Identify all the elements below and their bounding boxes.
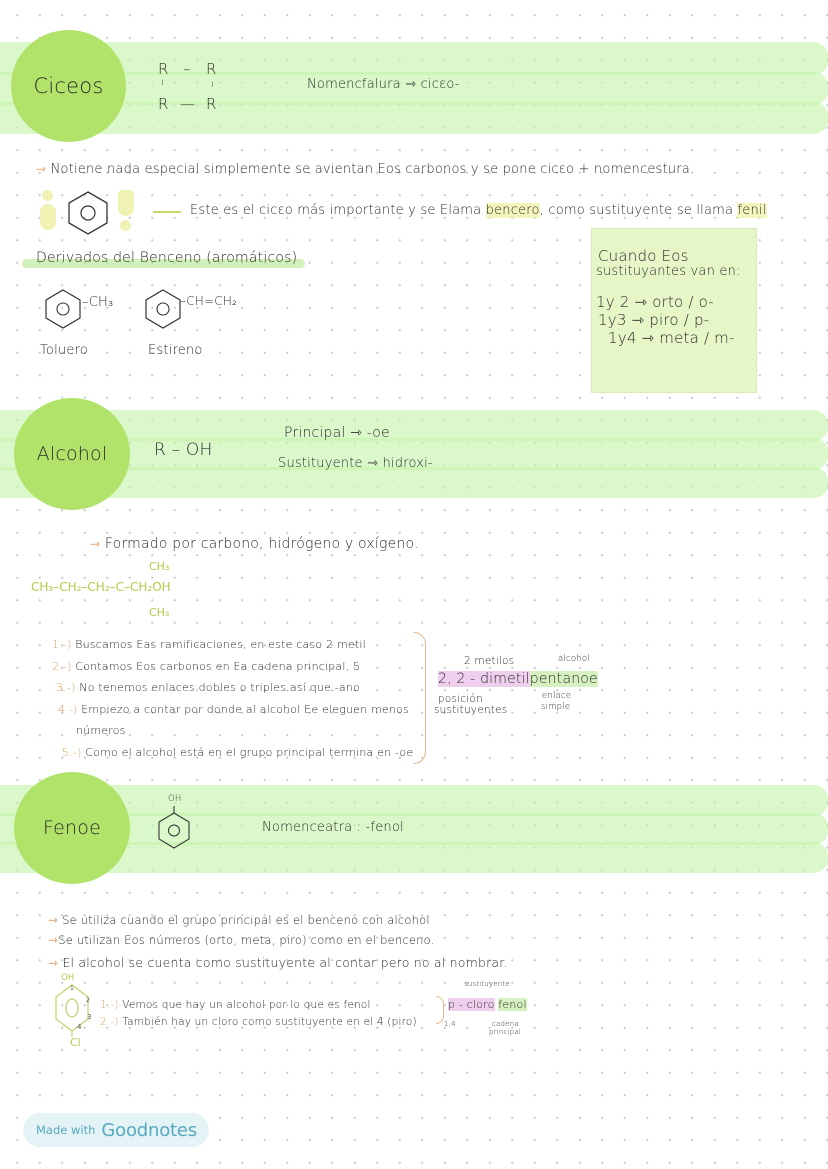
name-breakdown <box>430 650 600 720</box>
highlight-stroke <box>0 42 828 75</box>
sticky-line: sustituyantes van en: <box>596 264 741 279</box>
highlight-stroke <box>0 102 828 134</box>
section-title-bubble <box>11 30 126 142</box>
name-part: fenol <box>498 998 527 1011</box>
bond: ı <box>161 77 164 88</box>
step-number: 1.-) <box>100 999 119 1011</box>
section-title-bubble <box>14 398 130 510</box>
compound-name <box>448 998 527 1011</box>
note-text: Este es el cicεo más importante y se Elama <box>190 203 486 218</box>
molecule-bottom-branch: CH₃ <box>149 606 170 619</box>
annotation-label: principal <box>489 1028 521 1036</box>
ring-number: 4 <box>77 1023 82 1031</box>
atom-label: R <box>158 95 169 113</box>
step-text: números <box>76 724 126 737</box>
step-text: No tenemos enlaces dobles o triples así que -ano <box>79 681 360 694</box>
step-item <box>100 1014 417 1031</box>
annotation-label: 2 metilos <box>464 655 515 667</box>
sticky-note <box>591 228 757 393</box>
derivatives-title <box>24 250 297 266</box>
step-text: Como el alcohol está en el grupo principal termina en -oe <box>85 745 414 759</box>
step-number: 2.-) <box>100 1016 119 1028</box>
atom-label: R <box>158 60 169 78</box>
bullet-item <box>48 910 508 930</box>
styrene-ring-icon <box>143 288 183 330</box>
bullet-item <box>48 953 508 973</box>
sticky-line: Cuando Eos <box>598 247 689 265</box>
step-text: Empiezo a contar por donde al alcohol Ee eleguen menos <box>81 702 409 716</box>
arrow-icon: ⇾ <box>48 913 59 927</box>
section-title: Fenoe <box>43 817 101 839</box>
fenol-bullets <box>48 910 508 973</box>
annotation-label: sustituyentes <box>434 704 508 716</box>
highlighted-term: bencero <box>485 203 540 218</box>
section-title: Alcohol <box>36 443 108 465</box>
bullet-text: El alcohol se cuenta como sustituyente al contar pero no al nombrar. <box>62 955 508 970</box>
toluene-label: Toluero <box>40 343 88 358</box>
arrow-icon: ⇾ <box>48 956 59 970</box>
goodnotes-logo: Goodnotes <box>101 1119 197 1141</box>
annotation-label: alcohol <box>558 654 590 664</box>
step-item <box>52 699 413 721</box>
step-item <box>52 742 413 764</box>
bullet-item <box>48 930 508 950</box>
highlight-mark-right <box>118 190 134 232</box>
section-title: Ciceos <box>33 74 104 98</box>
alcohol-formed-by <box>90 536 419 552</box>
ring-number: 2 <box>86 997 90 1004</box>
toluene-substituent: –CH₃ <box>82 295 114 310</box>
compound-name <box>438 671 598 687</box>
step-item <box>52 720 413 742</box>
atom-label: R <box>206 95 217 113</box>
atom-label: R <box>206 60 217 78</box>
step-item <box>52 677 413 699</box>
title-text: Derivados del Benceno (aromáticos) <box>36 250 298 266</box>
toluene-ring-icon <box>43 288 83 330</box>
bond: – <box>183 60 191 78</box>
step-item <box>52 634 413 656</box>
example-cl-label: Cl <box>70 1036 81 1049</box>
sticky-row: 1y 2 ⇾ orto / o- <box>596 293 714 311</box>
ciclos-nomenclature: Nomencfalura ⇾ cicεo- <box>307 77 460 92</box>
note-text: Formado por carbono, hidrógeno y oxígeno. <box>104 536 419 552</box>
ring-number: 3 <box>87 1013 92 1021</box>
name-part: dimetil <box>480 671 530 687</box>
ciclos-note <box>36 162 690 177</box>
phenol-ring-icon <box>156 804 192 852</box>
molecule-main-chain: CH₃–CH₂–CH₂–C–CH₂OH <box>31 580 171 594</box>
curly-brace <box>414 632 426 764</box>
sticky-row: 1y4 ⇾ meta / m- <box>608 329 735 347</box>
alcohol-substituent: Sustituyente ⇾ hidroxi- <box>278 456 433 471</box>
styrene-substituent: –CH=CH₂ <box>180 294 238 308</box>
made-with-goodnotes-badge[interactable] <box>23 1113 209 1147</box>
name-part: 2, 2 <box>438 671 466 687</box>
step-number: 5.-) <box>62 745 82 759</box>
step-text: Contamos Eos carbonos en Ea cadena principal, 5 <box>75 659 361 673</box>
highlighted-term: fenil <box>737 203 767 218</box>
annotation-label: 1,4 <box>444 1020 456 1028</box>
step-text: Buscamos Eas ramificaciones, en este caso 2 metil <box>75 638 366 651</box>
step-number: 1.-) <box>52 638 72 651</box>
note-text: , como sustituyente se llama <box>539 203 738 218</box>
fenol-name-breakdown <box>442 978 532 1040</box>
step-number: 4.-) <box>58 702 78 716</box>
alcohol-steps <box>52 634 413 763</box>
ring-structure-generic <box>158 60 228 116</box>
styrene-label: Estireno <box>148 343 203 358</box>
name-part: p - cloro <box>448 998 495 1011</box>
fenol-nomenclature: Nomenceatra : -fenol <box>262 820 404 835</box>
annotation-label: posición <box>438 693 483 705</box>
molecule-top-branch: CH₃ <box>149 560 170 573</box>
bullet-text: Se utiliza cuando el grupo principal es el benceno con alcohol <box>62 913 430 927</box>
arrow-icon <box>153 211 181 213</box>
arrow-icon: ⇾ <box>90 537 101 551</box>
name-part: pentan <box>529 671 581 687</box>
benzene-note <box>190 203 767 218</box>
sticky-row: 1y3 ⇾ piro / p- <box>598 311 710 329</box>
step-number: 3.-) <box>56 681 76 694</box>
bullet-text: Se utilizan Eos números (orto, meta, piro) como en el benceno. <box>58 933 435 947</box>
oh-label: OH <box>168 794 182 804</box>
name-part: oe <box>580 671 598 687</box>
name-part: - <box>465 671 481 687</box>
example-oh-label: OH <box>61 973 75 983</box>
annotation-label: enlace <box>542 691 572 701</box>
step-text: Vemos que hay un alcohol por lo que es fenol <box>122 999 371 1011</box>
note-text: Notiene nada especial simplemente se avientan Eos carbonos y se pone cicεo + nomencestura <box>50 162 690 177</box>
ring-number: 1 <box>70 985 74 992</box>
alcohol-principal: Principal ⇾ -oe <box>284 425 390 441</box>
section-title-bubble <box>14 772 130 884</box>
bond: — <box>180 95 196 113</box>
step-item <box>100 997 417 1014</box>
highlight-mark-left <box>40 190 56 230</box>
annotation-label: simple <box>541 702 571 712</box>
annotation-label: sustituyente <box>464 980 510 988</box>
arrow-icon: ⇾ <box>36 162 47 176</box>
alcohol-formula: R – OH <box>154 440 213 460</box>
fenol-example-steps <box>100 997 417 1031</box>
annotation-label: cadena <box>492 1020 519 1028</box>
arrow-icon: ⇾ <box>48 933 59 947</box>
step-text: También hay un cloro como sustituyente en el 4 (piro) <box>122 1016 417 1028</box>
step-item <box>52 656 413 678</box>
benzene-icon <box>66 190 110 236</box>
made-with-label: Made with <box>36 1123 96 1137</box>
step-number: 2.-) <box>52 659 72 673</box>
bond: ı <box>211 79 214 90</box>
